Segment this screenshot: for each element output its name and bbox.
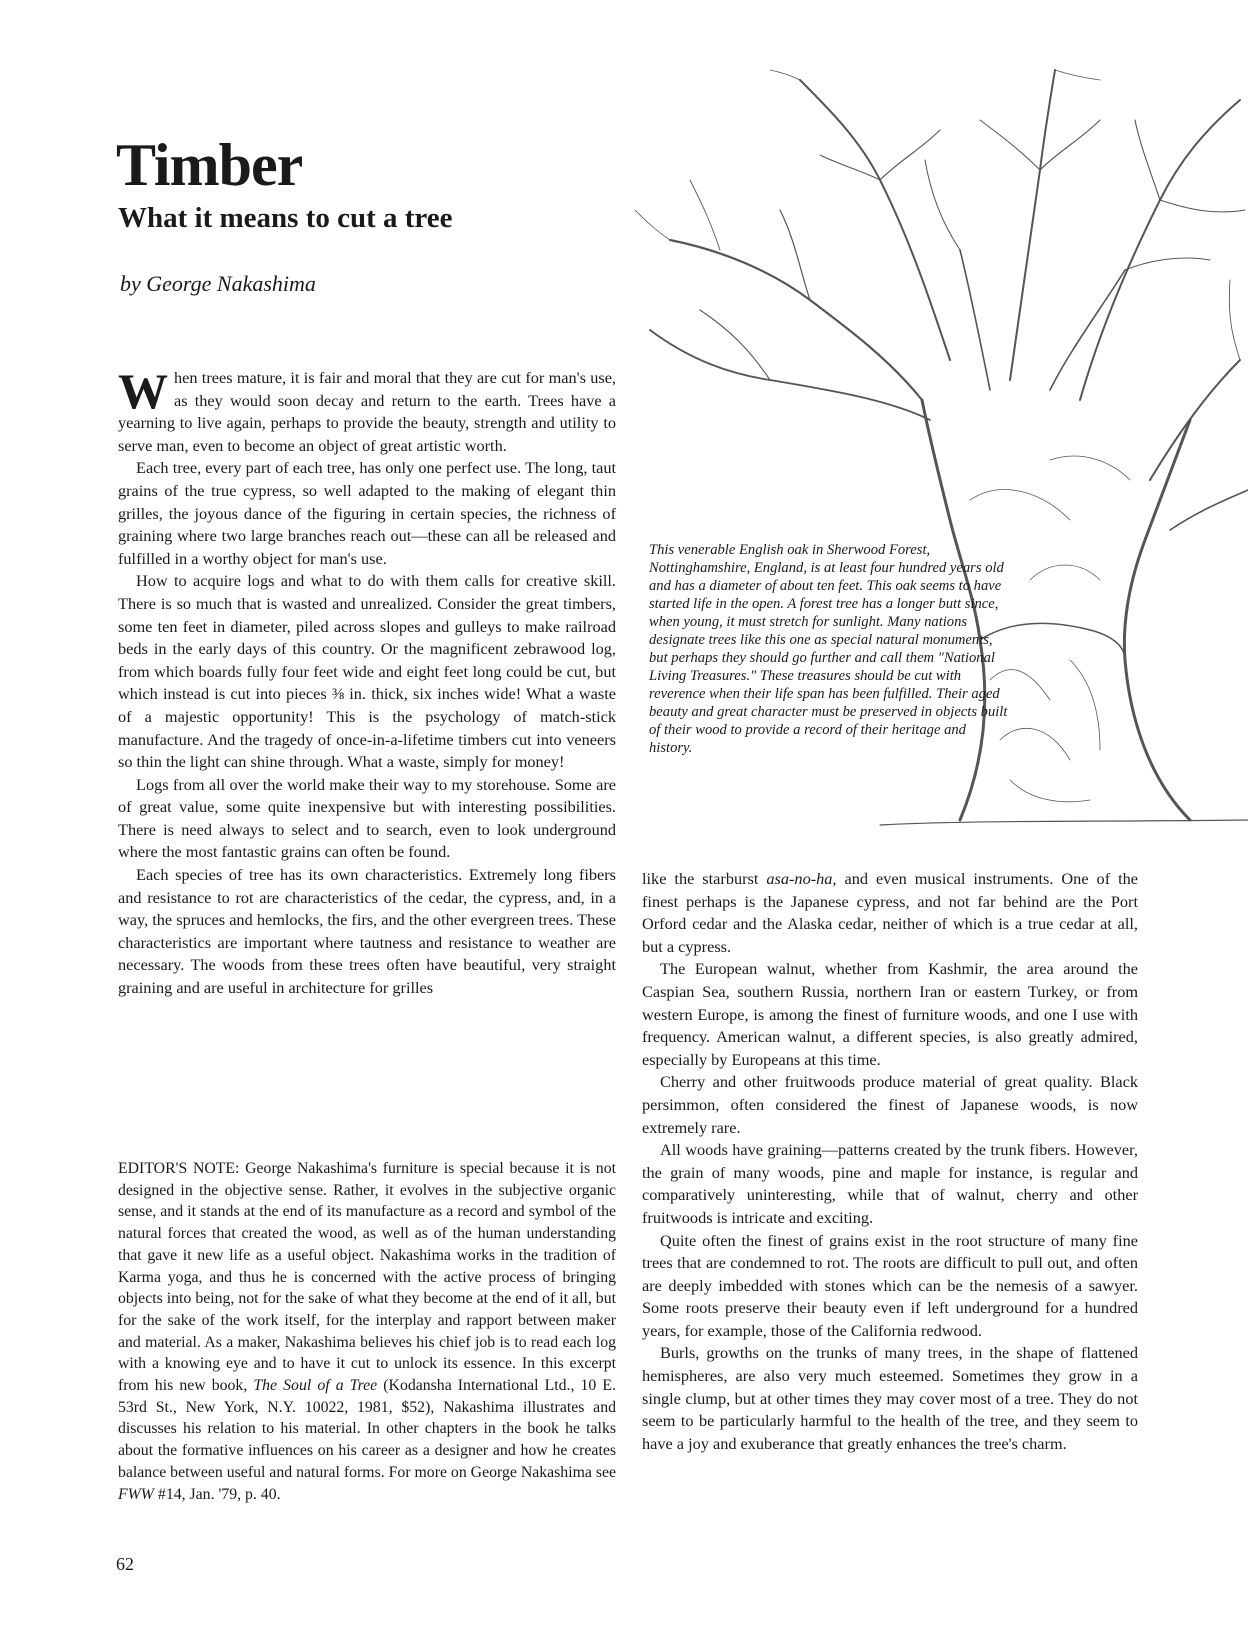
book-title: The Soul of a Tree bbox=[253, 1377, 378, 1395]
article-subtitle: What it means to cut a tree bbox=[118, 202, 453, 234]
paragraph-text: hen trees mature, it is fair and moral that they are cut for man's use, as they would soon decay and return to the earth. Trees have a yearning to live again, perhaps to provide the beauty, strength and utility to serve man, even to become an object of great artistic worth. bbox=[118, 368, 616, 455]
note-text: EDITOR'S NOTE: George Nakashima's furniture is special because it is not designed in the objective sense. Rather, it evolves in the subjective organic sense, and it stands at the end of its manufacture as a record and symbol of the natural forces that created the wood, as well as of the human understanding that gave it new life as a useful object. Nakashima works in the tradition of Karma yoga, and thus he is concerned with the active process of bringing objects into being, not for the sake of what they become at the end of it all, but for the sake of the work itself, for the interplay and rapport between maker and material. As a maker, Nakashima believes his chief job is to read each log with a knowing eye and to have it cut to unlock its essence. In this excerpt from his new book, bbox=[118, 1160, 616, 1395]
illustration-caption: This venerable English oak in Sherwood Forest, Nottinghamshire, England, is at least four hundred years old and has a diameter of about ten feet. This oak seems to have started life in the open. A forest tree has a longer butt since, when young, it must stretch for sunlight. Many nations designate trees like this one as special natural monuments, but perhaps they should go further and call them "National Living Treasures." These treasures should be cut with reverence when their life span has been fulfilled. Their aged beauty and great character must be preserved in objects built of their wood to provide a record of their heritage and history. bbox=[649, 542, 1008, 756]
drop-cap: W bbox=[118, 363, 168, 419]
paragraph: Logs from all over the world make their way to my storehouse. Some are of great value, some quite inexpensive but with interesting possibilities. There is need always to select and to search, even to look underground where the most fantastic grains can often be found. bbox=[118, 774, 616, 862]
paragraph: The European walnut, whether from Kashmir, the area around the Caspian Sea, southern Russia, northern Iran or eastern Turkey, or from western Europe, is among the finest of furniture woods, and one I use with frequency. American walnut, a different species, is also greatly admired, especially by Europeans at this time. bbox=[642, 959, 1138, 1069]
note-text: (Kodansha International Ltd., 10 E. 53rd St., New York, N.Y. 10022, 1981, $52), Nakashima illustrates and discusses his relation to his material. In other chapters in the book he talks about the formative influences on his career as a designer and how he creates balance between useful and natural forms. For more on George Nakashima see bbox=[118, 1377, 617, 1481]
article-title: Timber bbox=[116, 132, 303, 198]
paragraph: How to acquire logs and what to do with them calls for creative skill. There is so much that is wasted and unrealized. Consider the great timbers, some ten feet in diameter, piled across slopes and gulleys to make railroad beds in the early days of this country. Or the magnificent zebrawood log, from which boards fully four feet wide and eight feet long could be cut, but which instead is cut into pieces ⅜ in. thick, six inches wide! What a waste of a majestic opportunity! This is the psychology of match-stick manufacture. And the tragedy of once-in-a-lifetime timbers cut into veneers so thin the light can shine through. What a waste, simply for money! bbox=[118, 571, 616, 772]
magazine-abbrev: FWW bbox=[118, 1485, 154, 1503]
paragraph: All woods have graining—patterns created by the trunk fibers. However, the grain of many woods, pine and maple for instance, is regular and comparatively uninteresting, while that of walnut, cherry and other fruitwoods is intricate and exciting. bbox=[642, 1140, 1138, 1227]
paragraph-text: and even musical instruments. One of the finest perhaps is the Japanese cypress, and not far behind are the Port Orford cedar and the Alaska cedar, neither of which is a true cedar at all, but a cypress. bbox=[642, 869, 1139, 956]
paragraph bbox=[118, 363, 616, 457]
body-column-right bbox=[642, 868, 1138, 1455]
body-column-left bbox=[118, 363, 616, 1000]
paragraph bbox=[642, 868, 1138, 958]
paragraph: Cherry and other fruitwoods produce material of great quality. Black persimmon, often considered the finest of Japanese woods, is now extremely rare. bbox=[642, 1072, 1138, 1137]
term-italic: asa-no-ha, bbox=[766, 869, 837, 888]
paragraph: Quite often the finest of grains exist in the root structure of many fine trees that are condemned to rot. The roots are difficult to pull out, and often are deeply imbedded with stones which can be the nemesis of a sawyer. Some roots preserve their beauty even if left underground for a hundred years, for example, those of the California redwood. bbox=[642, 1230, 1138, 1340]
note-text: #14, Jan. '79, p. 40. bbox=[153, 1485, 281, 1503]
page-number: 62 bbox=[116, 1554, 134, 1574]
paragraph: Burls, growths on the trunks of many trees, in the shape of flattened hemispheres, are also very much esteemed. Sometimes they grow in a single clump, but at other times they may cover most of a tree. They do not seem to be particularly harmful to the health of the tree, and they seem to have a joy and exuberance that greatly enhances the tree's charm. bbox=[642, 1343, 1138, 1453]
byline: by George Nakashima bbox=[120, 271, 316, 296]
paragraph: Each species of tree has its own characteristics. Extremely long fibers and resistance to rot are characteristics of the cedar, the cypress, and, in a way, the spruces and hemlocks, the firs, and the other evergreen trees. These characteristics are important where tautness and resistance to weather are necessary. The woods from these trees often have beautiful, very straight graining and are useful in architecture for grilles bbox=[118, 865, 616, 998]
paragraph-text: like the starburst bbox=[642, 869, 767, 888]
editors-note bbox=[118, 1158, 616, 1505]
paragraph: Each tree, every part of each tree, has only one perfect use. The long, taut grains of the true cypress, so well adapted to the making of elegant thin grilles, the joyous dance of the figuring in certain species, the richness of graining where two large branches reach out—these can all be released and fulfilled in a worthy object for man's use. bbox=[118, 458, 616, 568]
